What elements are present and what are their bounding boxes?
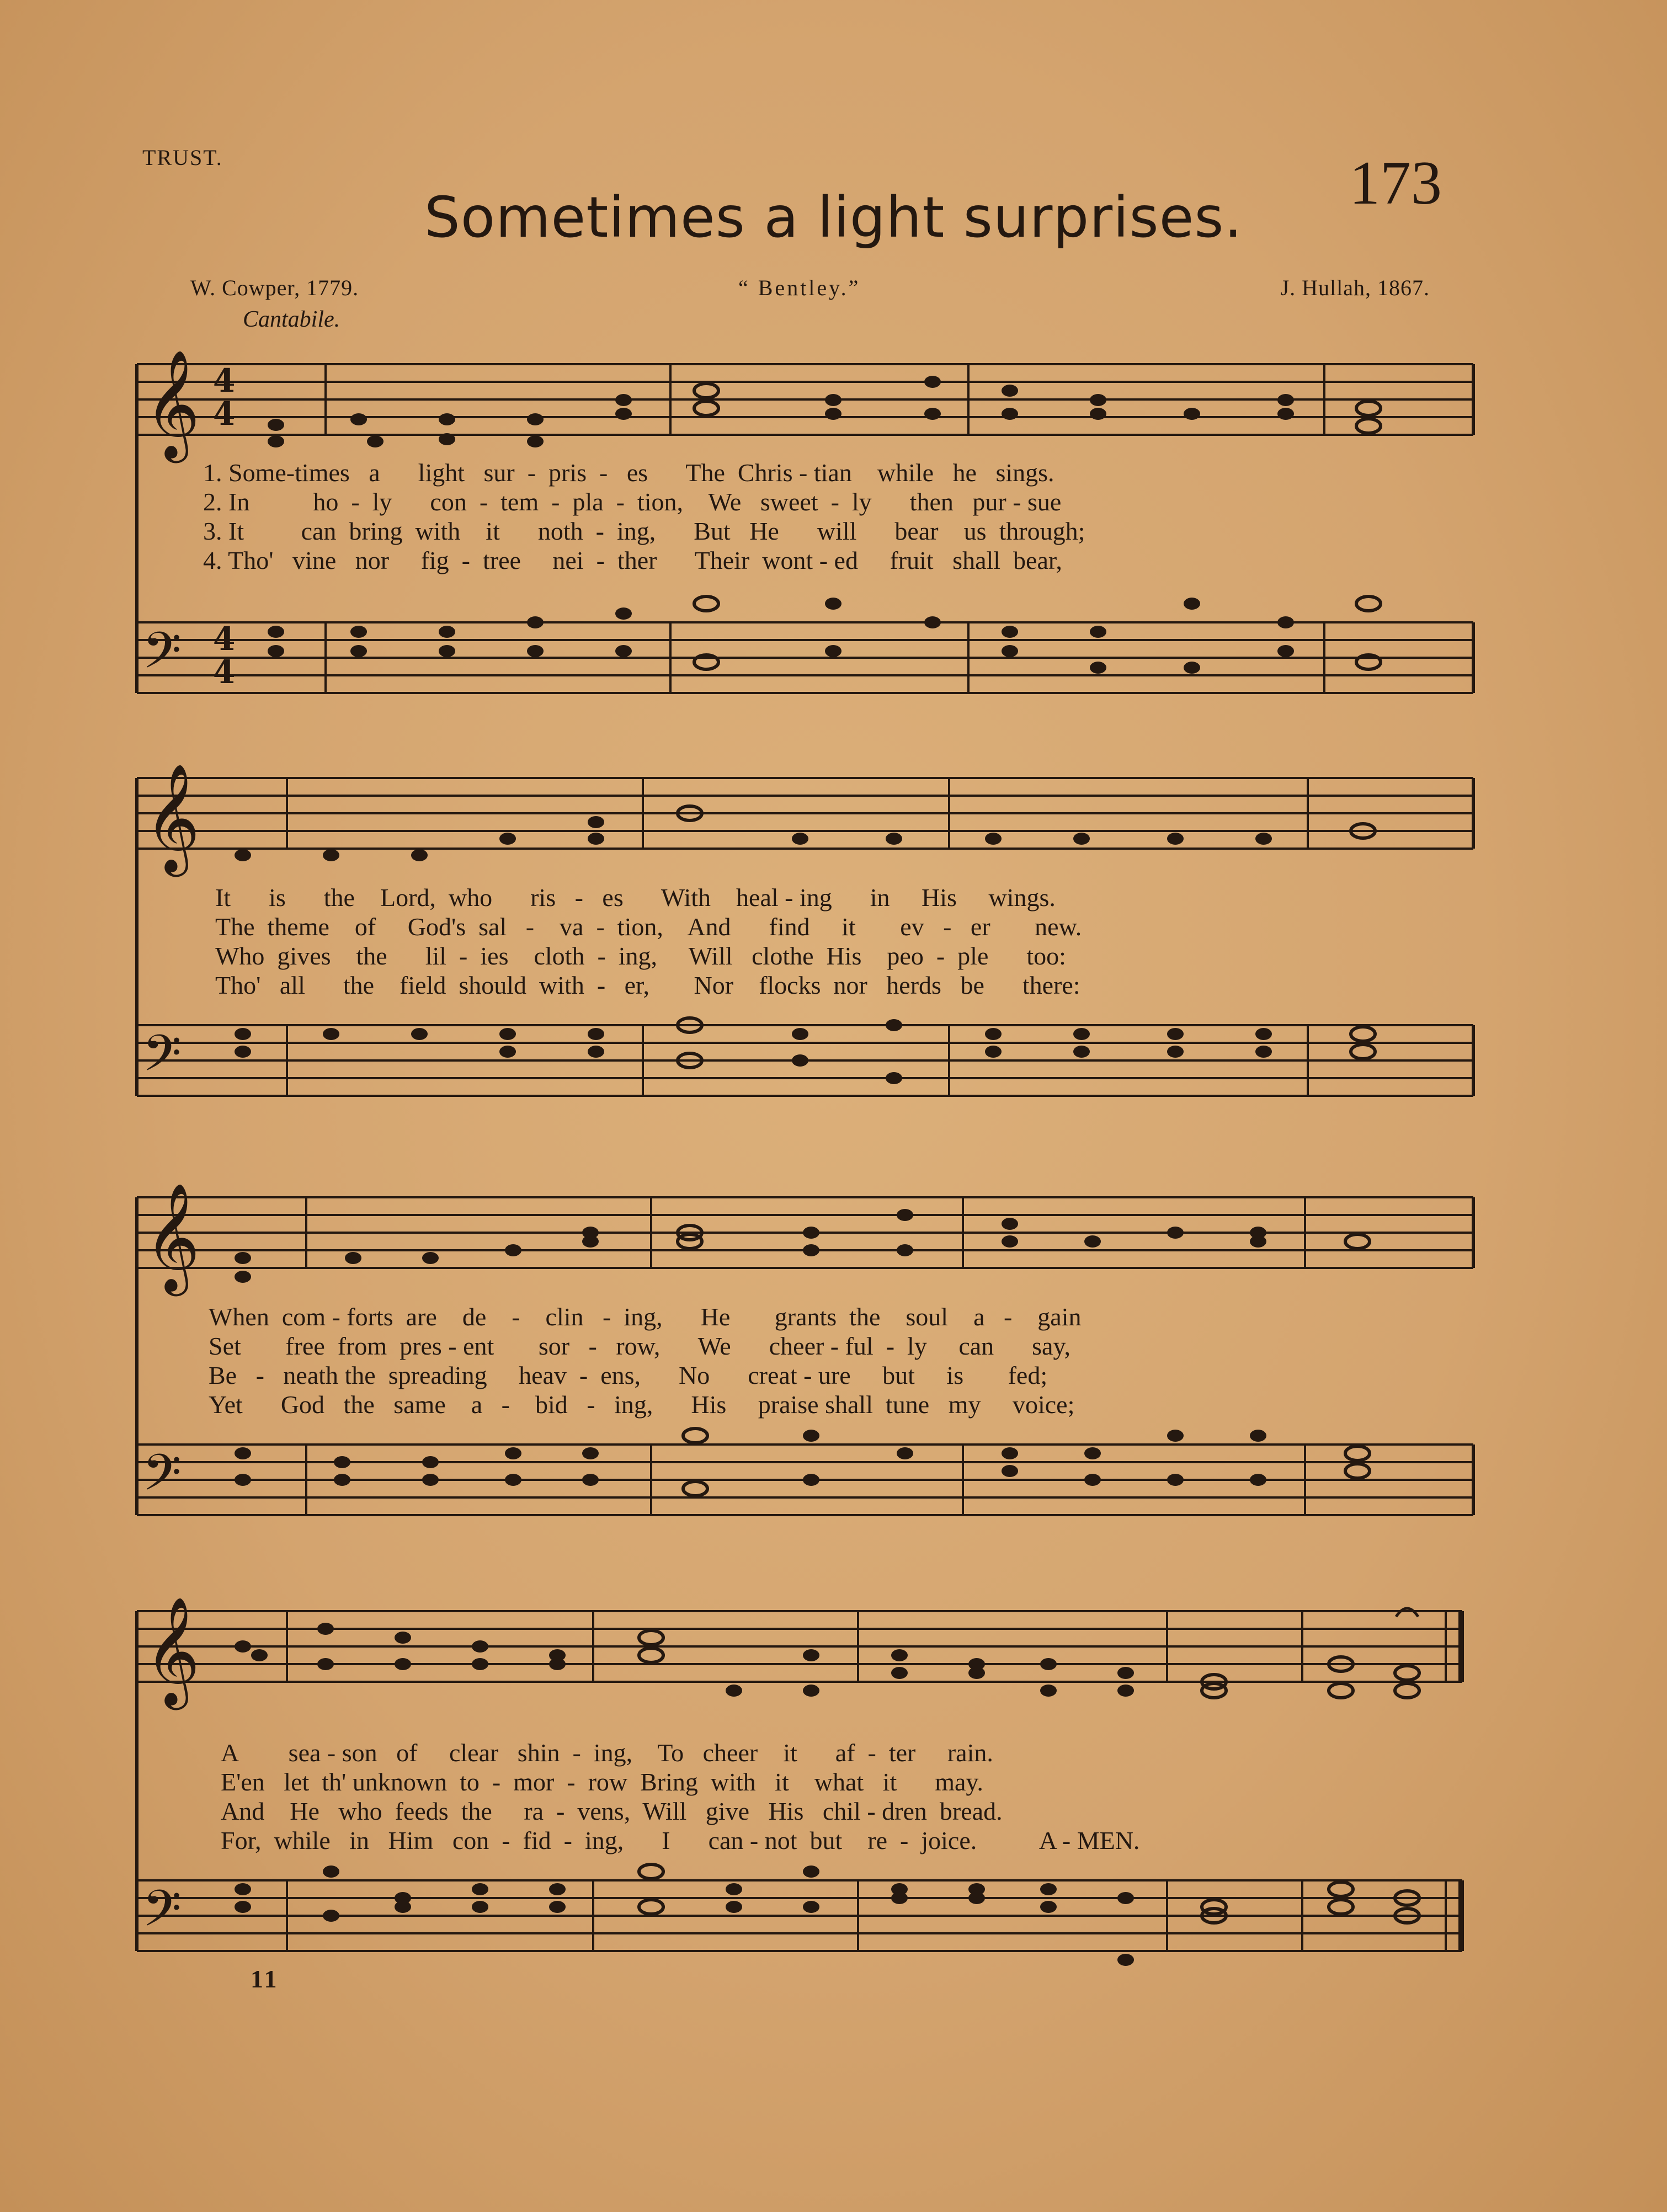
lyric-line: Who gives the lil - ies cloth - ing, Will clothe His peo - ple too: (215, 942, 1066, 970)
lyric-line: 1. Some-times a light sur - pris - es The Chris - tian while he sings. (203, 459, 1054, 487)
music-system-4 (0, 1595, 1667, 1970)
hymn-title: Sometimes a light surprises. (424, 185, 1243, 250)
treble-notes (268, 376, 1381, 447)
treble-clef-icon: 𝄞 (145, 1596, 200, 1705)
bass-clef-icon: 𝄢 (142, 621, 182, 692)
lyric-line: It is the Lord, who ris - es With heal - ing in His wings. (215, 883, 1056, 912)
lyric-lines (203, 459, 1085, 574)
bass-clef-icon: 𝄢 (142, 1879, 182, 1950)
author-credit: W. Cowper, 1779. (190, 275, 359, 300)
treble-staff (137, 364, 1473, 435)
lyric-line: E'en let th' unknown to - mor - row Bring with it what it may. (221, 1768, 983, 1796)
lyric-line: A sea - son of clear shin - ing, To cheer it af - ter rain. (221, 1739, 993, 1767)
music-system-1 (0, 331, 1667, 706)
bass-notes (268, 596, 1381, 674)
music-system-2 (0, 756, 1667, 1131)
lyric-line: Yet God the same a - bid - ing, His praise shall tune my voice; (209, 1390, 1075, 1419)
time-signature-treble: 4 (213, 362, 236, 399)
time-signature-bass: 4 (213, 653, 236, 691)
lyric-line: Set free from pres - ent sor - row, We cheer - ful - ly can say, (209, 1332, 1070, 1360)
lyric-line: 2. In ho - ly con - tem - pla - tion, We sweet - ly then pur - sue (203, 488, 1062, 516)
tune-name: “ Bentley.” (738, 275, 861, 300)
lyric-line: And He who feeds the ra - vens, Will give His chil - dren bread. (221, 1797, 1003, 1825)
section-heading: TRUST. (142, 145, 223, 170)
bass-clef-icon: 𝄢 (142, 1443, 182, 1514)
lyric-line: 3. It can bring with it noth - ing, But He will bear us through; (203, 517, 1085, 545)
music-system-3 (0, 1175, 1667, 1550)
lyric-line: The theme of God's sal - va - tion, And find it ev - er new. (215, 913, 1082, 941)
fermata-icon (1396, 1608, 1418, 1617)
lyric-line: Be - neath the spreading heav - ens, No creat - ure but is fed; (209, 1361, 1048, 1389)
lyric-line: Tho' all the field should with - er, Nor flocks nor herds be there: (215, 971, 1080, 999)
treble-clef-icon: 𝄞 (145, 349, 200, 459)
lyric-line: For, while in Him con - fid - ing, I can - not but re - joice. A - MEN. (221, 1826, 1140, 1854)
composer-credit: J. Hullah, 1867. (1280, 275, 1430, 300)
time-signature-treble: 4 (213, 395, 236, 433)
treble-clef-icon: 𝄞 (145, 1182, 200, 1292)
hymn-number: 173 (1349, 149, 1442, 217)
lyric-line: 4. Tho' vine nor fig - tree nei - ther Their wont - ed fruit shall bear, (203, 546, 1062, 574)
bass-clef-icon: 𝄢 (142, 1024, 182, 1095)
time-signature-bass: 4 (213, 620, 236, 658)
tempo-marking: Cantabile. (243, 307, 340, 332)
treble-clef-icon: 𝄞 (145, 763, 200, 872)
printer-signature: 11 (251, 1965, 279, 1993)
lyric-line: When com - forts are de - clin - ing, He grants the soul a - gain (209, 1303, 1082, 1331)
